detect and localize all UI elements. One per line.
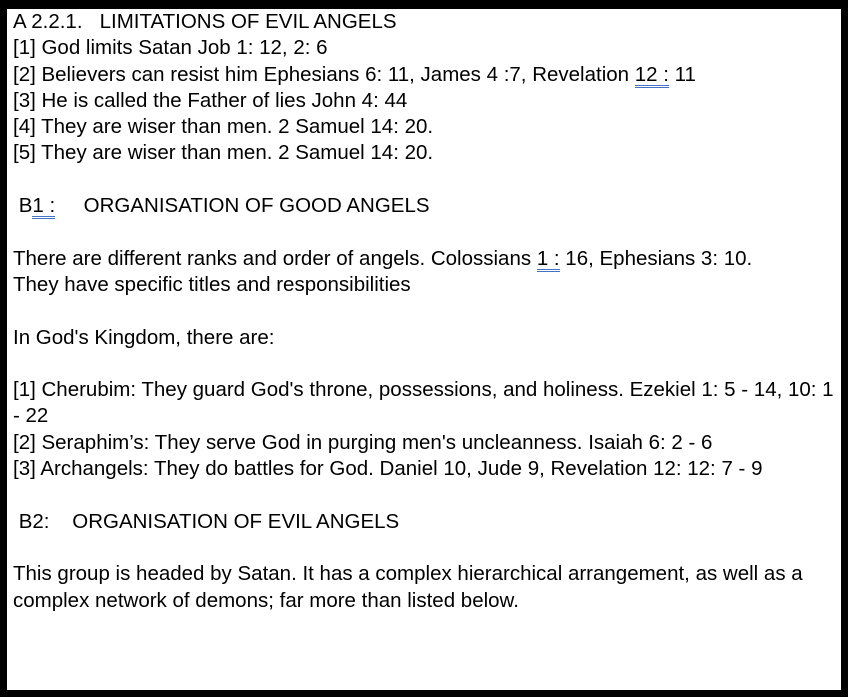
section-b1-item-1: [1] Cherubim: They guard God's throne, possessions, and holiness. Ezekiel 1: 5 - 14, 10: 1 - 22: [13, 378, 834, 428]
section-a-item-2-ref: 12 :: [634, 62, 669, 86]
section-a-item-2-tail: 11: [668, 62, 696, 86]
section-b1-para1-ref: 1 :: [536, 246, 560, 270]
spacer: [13, 535, 837, 561]
section-a-item-2-text: [2] Believers can resist him Ephesians 6: 11, James 4 :7, Revelation: [13, 62, 635, 86]
spacer: [13, 219, 837, 245]
section-a-item-2: [13, 62, 837, 88]
section-a-heading: A 2.2.1. LIMITATIONS OF EVIL ANGELS: [13, 10, 397, 33]
section-b2-heading: B2: ORGANISATION OF EVIL ANGELS: [13, 509, 400, 533]
section-b1-para1-end: 16, Ephesians 3: 10.: [559, 246, 753, 270]
document-page: [7, 9, 841, 690]
kingdom-intro: In God's Kingdom, there are:: [13, 325, 275, 349]
section-b1-para1-start: There are different ranks and order of angels. Colossians: [13, 246, 537, 270]
section-a-item-3: [3] He is called the Father of lies John 4: 44: [13, 88, 408, 112]
spacer: [13, 482, 837, 508]
section-b1-item-2: [2] Seraphim’s: They serve God in purging men's uncleanness. Isaiah 6: 2 - 6: [13, 430, 713, 454]
section-b2-paragraph: This group is headed by Satan. It has a complex hierarchical arrangement, as well as a complex network of demons; far more than listed below.: [13, 562, 803, 612]
section-a-item-1: [1] God limits Satan Job 1: 12, 2: 6: [13, 36, 328, 60]
section-b1-heading: [13, 193, 837, 219]
section-b1-heading-prefix: B: [13, 194, 33, 218]
section-a-item-5: [5] They are wiser than men. 2 Samuel 14: 20.: [13, 141, 434, 165]
section-b1-item-3: [3] Archangels: They do battles for God. Daniel 10, Jude 9, Revelation 12: 12: 7 - 9: [13, 457, 763, 481]
document-body: [13, 9, 837, 614]
spacer: [13, 351, 837, 377]
section-b1-heading-text: ORGANISATION OF GOOD ANGELS: [55, 194, 430, 218]
spacer: [13, 298, 837, 324]
section-a-item-4: [4] They are wiser than men. 2 Samuel 14: 20.: [13, 115, 434, 139]
spacer: [13, 167, 837, 193]
section-b1-paragraph-2: They have specific titles and responsibilities: [13, 272, 411, 296]
section-b1-paragraph-1: [13, 246, 837, 272]
section-b1-heading-number: 1 :: [32, 194, 56, 218]
